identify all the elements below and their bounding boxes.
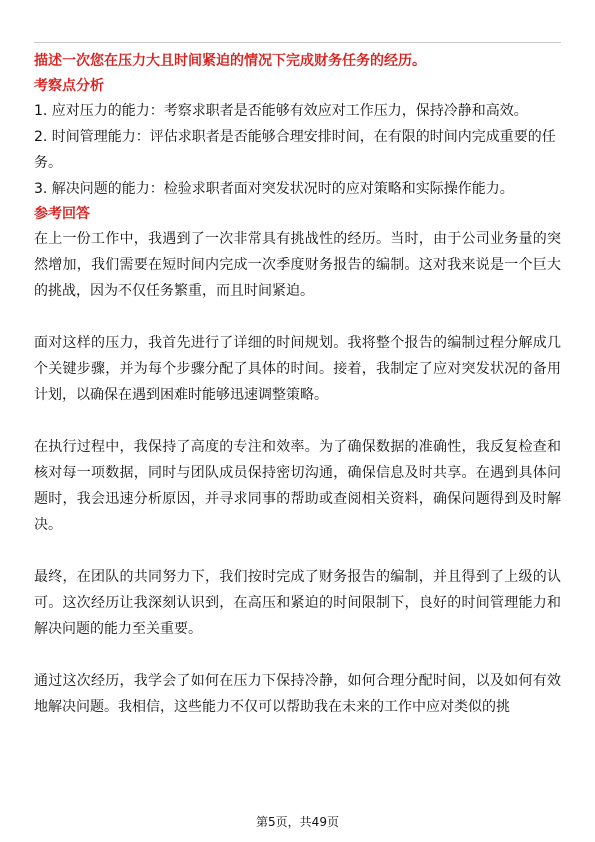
answer-title: 参考回答 [34, 206, 90, 222]
page-number: 第5页，共49页 [256, 815, 339, 829]
question-heading: 描述一次您在压力大且时间紧迫的情况下完成财务任务的经历。 [34, 53, 426, 69]
page-content [34, 48, 561, 720]
answer-paragraph: 最终，在团队的共同努力下，我们按时完成了财务报告的编制，并且得到了上级的认可。这次经历让我深刻认识到，在高压和紧迫的时间限制下，良好的时间管理能力和解决问题的能力至关重要。 [34, 569, 561, 637]
analysis-point: 1. 应对压力的能力：考察求职者是否能够有效应对工作压力，保持冷静和高效。 [34, 103, 528, 119]
analysis-point: 2. 时间管理能力：评估求职者是否能够合理安排时间，在有限的时间内完成重要的任务。 [34, 129, 556, 171]
answer-paragraph: 面对这样的压力，我首先进行了详细的时间规划。我将整个报告的编制过程分解成几个关键步骤，并为每个步骤分配了具体的时间。接着，我制定了应对突发状况的备用计划，以确保在遇到困难时能够迅速调整策略。 [34, 335, 561, 403]
answer-paragraph: 在执行过程中，我保持了高度的专注和效率。为了确保数据的准确性，我反复检查和核对每一项数据，同时与团队成员保持密切沟通，确保信息及时共享。在遇到具体问题时，我会迅速分析原因，并寻求同事的帮助或查阅相关资料，确保问题得到及时解决。 [34, 439, 561, 533]
analysis-point: 3. 解决问题的能力：检验求职者面对突发状况时的应对策略和实际操作能力。 [34, 181, 514, 197]
answer-paragraph: 通过这次经历，我学会了如何在压力下保持冷静，如何合理分配时间，以及如何有效地解决问题。我相信，这些能力不仅可以帮助我在未来的工作中应对类似的挑 [34, 673, 561, 715]
analysis-title: 考察点分析 [34, 78, 104, 94]
answer-paragraph: 在上一份工作中，我遇到了一次非常具有挑战性的经历。当时，由于公司业务量的突然增加，我们需要在短时间内完成一次季度财务报告的编制。这对我来说是一个巨大的挑战，因为不仅任务繁重，而且时间紧迫。 [34, 231, 561, 299]
header-rule [34, 42, 561, 43]
